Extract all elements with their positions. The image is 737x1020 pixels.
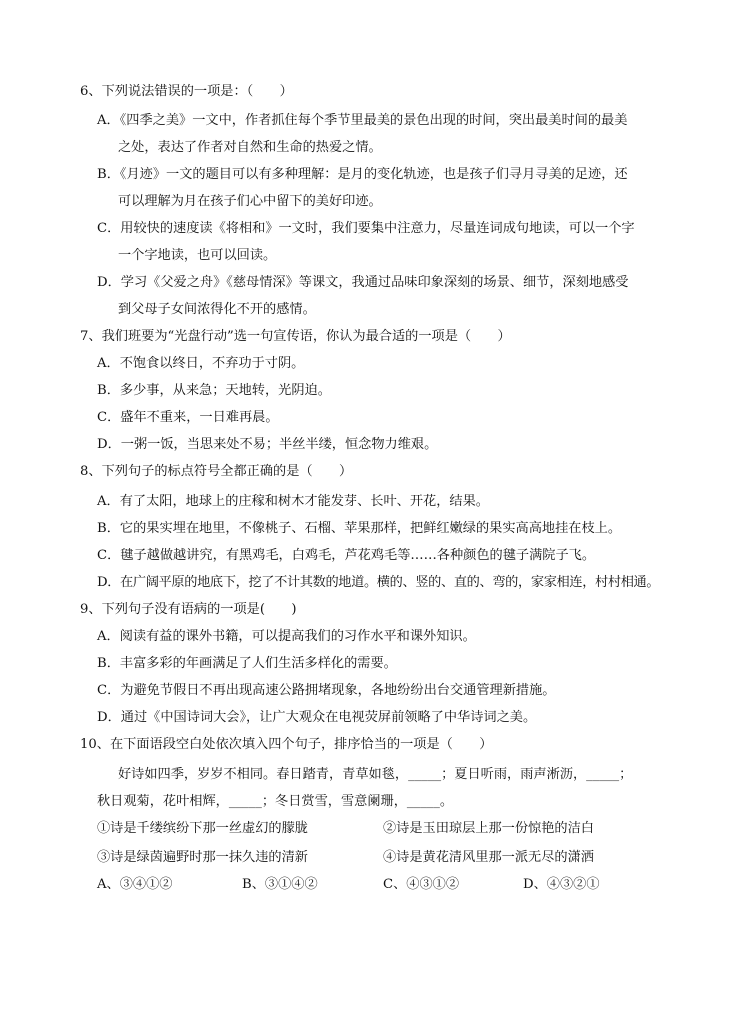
question-10-option-a: A、③④①② [97, 877, 173, 892]
question-6-option-b-cont: 可以理解为月在孩子们心中留下的美好印迹。 [118, 194, 382, 209]
question-6-option-c-cont: 一个字地读，也可以回读。 [118, 248, 277, 263]
question-10-sentence-2: ②诗是玉田琼层上那一份惊艳的洁白 [383, 821, 594, 836]
question-7-option-b: B．多少事，从来急；天地转，光阴迫。 [97, 383, 331, 398]
question-10-option-d: D、④③②① [523, 877, 600, 892]
question-6-option-a: A．《四季之美》一文中，作者抓住每个季节里最美的景色出现的时间，突出最美时间的最美 [97, 113, 628, 128]
question-10-stem: 10、在下面语段空白处依次填入四个句子，排序恰当的一项是（ ） [80, 737, 493, 752]
question-6-option-d: D．学习《父爱之舟》《慈母情深》等课文，我通过品味印象深刻的场景、细节，深刻地感受 [97, 275, 629, 290]
question-8-option-d: D．在广阔平原的地底下，挖了不计其数的地道。横的、竖的、直的、弯的，家家相连，村村相通。 [97, 575, 660, 590]
question-6-stem: 6、下列说法错误的一项是：（ ） [80, 84, 293, 99]
question-9-option-b: B．丰富多彩的年画满足了人们生活多样化的需要。 [97, 656, 397, 671]
question-10-sentence-4: ④诗是黄花清风里那一派无尽的潇洒 [383, 850, 594, 865]
question-7-option-c: C．盛年不重来，一日难再晨。 [97, 410, 279, 425]
question-8-option-a: A．有了太阳，地球上的庄稼和树木才能发芽、长叶、开花，结果。 [97, 494, 489, 509]
question-8-option-c: C．毽子越做越讲究，有黑鸡毛，白鸡毛，芦花鸡毛等……各种颜色的毽子满院子飞。 [97, 548, 596, 563]
question-10-option-c: C、④③①② [383, 877, 460, 892]
question-9-option-a: A．阅读有益的课外书籍，可以提高我们的习作水平和课外知识。 [97, 629, 476, 644]
question-8-stem: 8、下列句子的标点符号全都正确的是（ ） [80, 464, 353, 479]
question-9-option-c: C．为避免节假日不再出现高速公路拥堵现象，各地纷纷出台交通管理新措施。 [97, 683, 556, 698]
question-7-stem: 7、我们班要为“光盘行动”选一句宣传语，你认为最合适的一项是（ ） [80, 329, 511, 344]
question-9-option-d: D．通过《中国诗词大会》，让广大观众在电视荧屏前领略了中华诗词之美。 [97, 710, 537, 725]
question-6-option-b: B．《月迹》一文的题目可以有多种理解：是月的变化轨迹，也是孩子们寻月寻美的足迹，还 [97, 167, 628, 182]
question-6-option-a-cont: 之处，表达了作者对自然和生命的热爱之情。 [118, 140, 382, 155]
question-6-option-d-cont: 到父母子女间浓得化不开的感情。 [118, 302, 316, 317]
question-7-option-d: D．一粥一饭，当思来处不易；半丝半缕，恒念物力维艰。 [97, 437, 438, 452]
question-10-passage-line2: 秋日观菊，花叶相辉，_____；冬日赏雪，雪意阑珊，_____。 [97, 794, 454, 809]
question-10-option-b: B、③①④② [242, 877, 318, 892]
question-10-passage-line1: 好诗如四季，岁岁不相同。春日踏青，青草如毯，_____；夏日听雨，雨声淅沥，_____； [118, 767, 633, 782]
question-9-stem: 9、下列句子没有语病的一项是( ) [80, 602, 297, 617]
question-6-option-c: C．用较快的速度读《将相和》一文时，我们要集中注意力，尽量连词成句地读，可以一个字 [97, 221, 635, 236]
question-8-option-b: B．它的果实埋在地里，不像桃子、石榴、苹果那样，把鲜红嫩绿的果实高高地挂在枝上。 [97, 521, 621, 536]
question-7-option-a: A．不饱食以终日，不弃功于寸阴。 [97, 356, 305, 371]
question-10-sentence-3: ③诗是绿茵遍野时那一抹久违的清新 [97, 850, 308, 865]
question-10-sentence-1: ①诗是千缕缤纷下那一丝虚幻的朦胧 [97, 821, 308, 836]
